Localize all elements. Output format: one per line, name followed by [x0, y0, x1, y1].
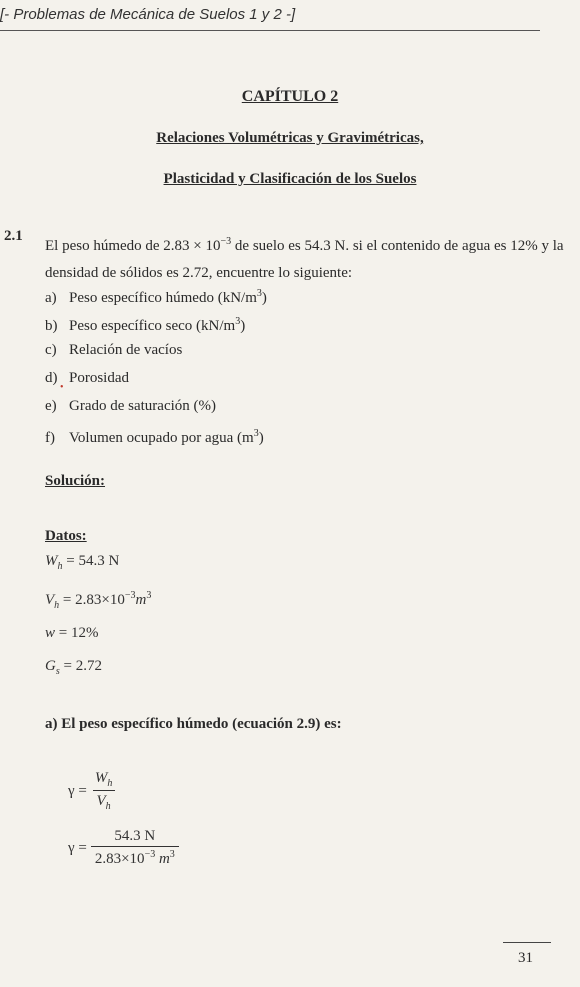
item-sup: 3 — [256, 288, 262, 299]
data-wh: $W_h = 54.3$ N — [45, 553, 120, 572]
solution-heading: Solución: — [45, 473, 106, 489]
running-head: [- Problemas de Mecánica de Suelos 1 y 2 -] — [0, 6, 296, 23]
item-label: a) — [45, 290, 57, 306]
page-number-rule — [503, 942, 551, 943]
item-text: Grado de saturación (%) — [69, 398, 217, 414]
datos-heading: Datos: — [45, 528, 87, 544]
part-a-heading: a) El peso específico húmedo (ecuación 2.9) es: — [45, 716, 342, 732]
problem-text-part1: El peso húmedo de 2.83 × 10 — [45, 238, 221, 254]
item-sup: 3 — [235, 316, 241, 327]
item-label: e) — [45, 398, 57, 414]
formula-gamma-numeric: γ = $\frac{54.3 N}{2.83\times 10^{-3} m^3}$ — [68, 828, 179, 868]
data-vh: $V_h = 2.83\times 10^{-3}m^3$ — [45, 590, 152, 611]
formula-gamma-symbolic: γ = $\frac{W_h}{V_h}$ — [68, 770, 116, 812]
data-w: w = 12% — [45, 625, 99, 641]
item-text: Peso específico seco (kN/m — [69, 318, 236, 334]
question-item — [45, 308, 267, 336]
item-sup: 3 — [253, 428, 259, 439]
pen-dot-mark: • — [60, 382, 64, 393]
item-text: Volumen ocupado por agua (m — [69, 430, 254, 446]
problem-number: 2.1 — [4, 228, 23, 244]
chapter-title — [0, 88, 580, 106]
item-label: d) — [45, 370, 58, 386]
question-item — [45, 392, 267, 420]
item-label: b) — [45, 318, 58, 334]
question-item — [45, 420, 267, 448]
item-close: ) — [258, 430, 264, 446]
question-item — [45, 364, 267, 392]
question-item — [45, 336, 267, 364]
header-rule — [0, 30, 540, 31]
problem-statement — [45, 228, 565, 287]
item-close: ) — [261, 290, 267, 306]
chapter-title-text: CAPÍTULO 2 — [241, 88, 339, 105]
page-number: 31 — [518, 950, 533, 966]
subtitle-2-text: Plasticidad y Clasificación de los Suelos — [163, 171, 417, 187]
problem-text-exponent: −3 — [220, 236, 232, 247]
chapter-subtitle-1 — [0, 130, 580, 147]
item-close: ) — [240, 318, 246, 334]
item-text: Relación de vacíos — [69, 342, 183, 358]
item-text: Peso específico húmedo (kN/m — [69, 290, 257, 306]
question-list — [45, 280, 267, 448]
item-text: Porosidad — [69, 370, 129, 386]
problem-text-part2: de suelo es 54.3 N. si el contenido de agua es 12% y la densidad de sólidos es 2.72, encuentre lo siguiente: — [45, 238, 564, 281]
data-gs: $G_s = 2.72$ — [45, 658, 102, 677]
subtitle-1-text: Relaciones Volumétricas y Gravimétricas, — [156, 130, 424, 146]
chapter-subtitle-2 — [0, 171, 580, 188]
item-label: c) — [45, 342, 57, 358]
question-item — [45, 280, 267, 308]
item-label: f) — [45, 430, 55, 446]
